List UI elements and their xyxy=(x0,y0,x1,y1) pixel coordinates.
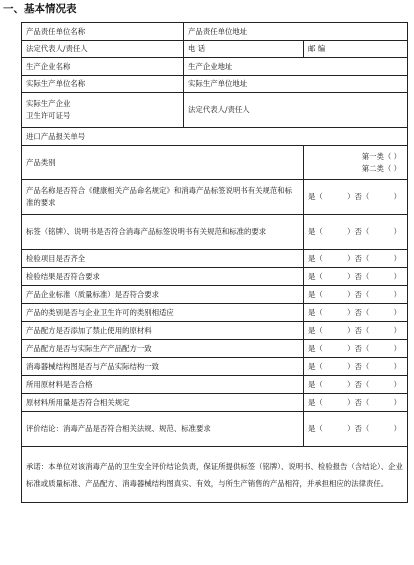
question-text: 产品配方是否与实际生产产品配方一致 xyxy=(22,340,304,358)
no-option-label: ）否（ xyxy=(347,271,370,281)
close-option-label: ） xyxy=(393,227,402,236)
question-row xyxy=(22,358,408,376)
license-label-line2: 卫生许可证号 xyxy=(26,111,71,120)
section-title: 一、基本情况表 xyxy=(3,3,77,15)
yes-option-label: 是（ xyxy=(308,307,323,317)
yes-option-label: 是（ xyxy=(308,192,323,201)
category-class1: 第一类（ ） xyxy=(361,151,402,161)
yes-no-answer[interactable] xyxy=(304,412,408,447)
yes-no-answer[interactable] xyxy=(304,394,408,412)
close-option-label: ） xyxy=(393,271,402,281)
question-text: 检验结果是否符合要求 xyxy=(22,268,304,286)
manufacturer-name-label: 生产企业名称 xyxy=(22,58,184,76)
yes-no-answer[interactable] xyxy=(304,376,408,394)
question-row xyxy=(22,268,408,286)
question-text: 产品名称是否符合《健康相关产品命名规定》和消毒产品标签说明书有关规范和标准的要求 xyxy=(22,180,304,215)
no-option-label: ）否（ xyxy=(347,343,370,353)
yes-option-label: 是（ xyxy=(308,271,323,281)
question-row xyxy=(22,215,408,250)
close-option-label: ） xyxy=(393,289,402,299)
basic-info-table xyxy=(21,22,408,503)
close-option-label: ） xyxy=(393,325,402,335)
question-text: 产品的类别是否与企业卫生许可的类别相适应 xyxy=(22,304,304,322)
question-row xyxy=(22,322,408,340)
yes-no-answer[interactable] xyxy=(304,304,408,322)
license-label xyxy=(22,93,184,128)
row-actual-unit xyxy=(22,76,408,93)
responsible-unit-name-label: 产品责任单位名称 xyxy=(22,23,184,41)
yes-option-label: 是（ xyxy=(308,227,323,236)
category-label: 产品类别 xyxy=(22,146,304,180)
question-text: 评价结论：消毒产品是否符合相关法规、规范、标准要求 xyxy=(22,412,304,447)
close-option-label: ） xyxy=(393,397,402,407)
question-text: 标签（铭牌）、说明书是否符合消毒产品标签说明书有关规范和标准的要求 xyxy=(22,215,304,250)
category-options xyxy=(304,146,408,180)
commitment-text: 承诺：本单位对该消毒产品的卫生安全评价结论负责，保证所提供标签（铭牌）、说明书、检验报告（含结论）、企业标准或质量标准、产品配方、消毒器械结构图真实、有效，与所生产销售的产品相符，并承担相应的法律责任。 xyxy=(22,447,408,503)
yes-no-answer[interactable] xyxy=(304,322,408,340)
import-number-label: 进口产品报关单号 xyxy=(22,128,408,146)
yes-no-answer[interactable] xyxy=(304,286,408,304)
yes-no-answer[interactable] xyxy=(304,340,408,358)
yes-no-answer[interactable] xyxy=(304,268,408,286)
question-row xyxy=(22,340,408,358)
no-option-label: ）否（ xyxy=(347,253,370,263)
row-manufacturer xyxy=(22,58,408,76)
yes-no-answer[interactable] xyxy=(304,358,408,376)
question-row xyxy=(22,286,408,304)
no-option-label: ）否（ xyxy=(347,325,370,335)
question-row xyxy=(22,376,408,394)
no-option-label: ）否（ xyxy=(347,192,370,201)
close-option-label: ） xyxy=(393,379,402,389)
question-row xyxy=(22,180,408,215)
row-commitment xyxy=(22,447,408,503)
row-responsible-unit xyxy=(22,23,408,41)
no-option-label: ）否（ xyxy=(347,361,370,371)
row-category xyxy=(22,146,408,180)
yes-option-label: 是（ xyxy=(308,397,323,407)
yes-option-label: 是（ xyxy=(308,379,323,389)
category-class2: 第二类（ ） xyxy=(361,163,402,173)
question-row xyxy=(22,394,408,412)
no-option-label: ）否（ xyxy=(347,227,370,236)
no-option-label: ）否（ xyxy=(347,289,370,299)
yes-option-label: 是（ xyxy=(308,424,323,433)
yes-option-label: 是（ xyxy=(308,325,323,335)
question-text: 产品配方是否添加了禁止使用的原材料 xyxy=(22,322,304,340)
no-option-label: ）否（ xyxy=(347,424,370,433)
close-option-label: ） xyxy=(393,361,402,371)
yes-no-answer[interactable] xyxy=(304,180,408,215)
close-option-label: ） xyxy=(393,192,402,201)
legal-rep-label: 法定代表人/责任人 xyxy=(22,41,184,58)
yes-no-answer[interactable] xyxy=(304,250,408,268)
license-label-line1: 实际生产企业 xyxy=(26,99,71,108)
manufacturer-address-label: 生产企业地址 xyxy=(184,58,408,76)
yes-option-label: 是（ xyxy=(308,289,323,299)
question-row xyxy=(22,250,408,268)
question-text: 产品企业标准（质量标准）是否符合要求 xyxy=(22,286,304,304)
question-row xyxy=(22,304,408,322)
question-text: 消毒器械结构图是否与产品实际结构一致 xyxy=(22,358,304,376)
no-option-label: ）否（ xyxy=(347,379,370,389)
question-text: 所用原材料是否合格 xyxy=(22,376,304,394)
question-text: 检验项目是否齐全 xyxy=(22,250,304,268)
yes-option-label: 是（ xyxy=(308,361,323,371)
yes-no-answer[interactable] xyxy=(304,215,408,250)
questions-body xyxy=(22,180,408,447)
yes-option-label: 是（ xyxy=(308,343,323,353)
phone-label: 电 话 xyxy=(184,41,304,58)
close-option-label: ） xyxy=(393,424,402,433)
row-legal-rep xyxy=(22,41,408,58)
close-option-label: ） xyxy=(393,343,402,353)
question-row xyxy=(22,412,408,447)
row-import xyxy=(22,128,408,146)
no-option-label: ）否（ xyxy=(347,397,370,407)
question-text: 原材料所用量是否符合相关规定 xyxy=(22,394,304,412)
postcode-label: 邮 编 xyxy=(304,41,408,58)
close-option-label: ） xyxy=(393,253,402,263)
responsible-unit-address-label: 产品责任单位地址 xyxy=(184,23,408,41)
no-option-label: ）否（ xyxy=(347,307,370,317)
legal-rep2-label: 法定代表人/责任人 xyxy=(184,93,408,128)
actual-unit-address-label: 实际生产单位地址 xyxy=(184,76,408,93)
close-option-label: ） xyxy=(393,307,402,317)
row-license xyxy=(22,93,408,128)
yes-option-label: 是（ xyxy=(308,253,323,263)
actual-unit-name-label: 实际生产单位名称 xyxy=(22,76,184,93)
